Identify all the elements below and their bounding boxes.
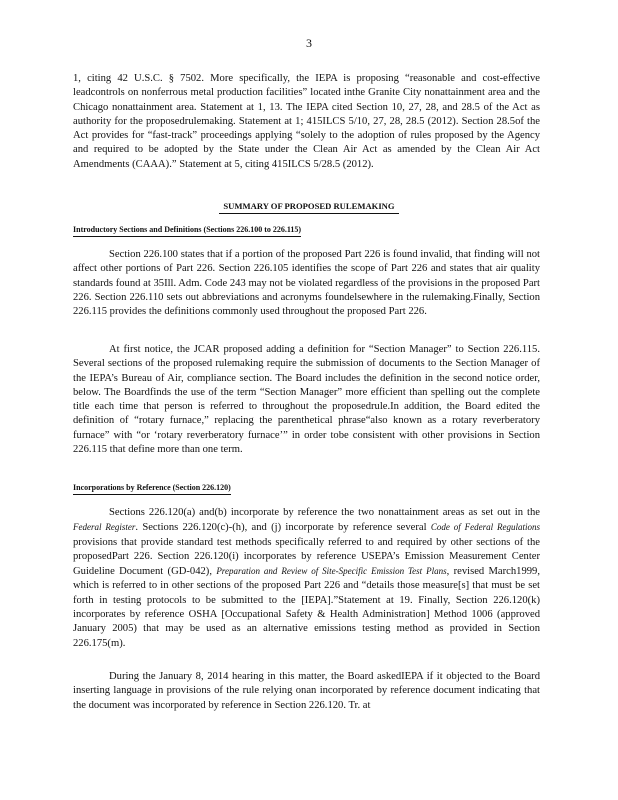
subheading-incorporations-by-reference-text: Incorporations by Reference (Section 226.120) (73, 483, 231, 495)
text-run: Sections 226.120(a) and(b) incorporate by reference the two nonattainment areas as set out in the (109, 507, 540, 518)
subheading-incorporations-by-reference (73, 483, 231, 492)
italic-federal-register: Federal Register (73, 522, 136, 533)
text-run: . Sections 226.120(c)-(h), and (j) incorporate by reference several (135, 522, 427, 534)
text-run: , revised March1999, which is referred to in other sections of the proposed Part 226 and “details those measure[s] that must be set forth in testing protocols to be submitted to the [IEPA].”Statement at 19. Finally, Section 226.120(k) incorporates by reference OSHA [Occupational Safety & Health Administration] Method 1006 (approved January 2005) that may be used as an alternative emissions testing method as provided in Section 226.175(m). (73, 566, 541, 649)
italic-cfr: Code of Federal Regulations (430, 522, 541, 533)
page-number: 3 (306, 36, 312, 50)
paragraph-sections-226-100-115: Section 226.100 states that if a portion of the proposed Part 226 is found invalid, that finding will not affect other portions of Part 226. Section 226.105 identifies the scope of Part 226 and states that air quality standards found at 35Ill. Adm. Code 243 may not be violated regardless of the provisions in the proposed Part 226. Section 226.110 sets out abbreviations and acronyms foundelsewhere in the rulemaking.Finally, Section 226.115 provides the definitions commonly used throughout the proposed Part 226. (73, 249, 540, 318)
italic-guideline-title: Preparation and Review of Site-Specific Emission Test Plans (216, 566, 447, 577)
paragraph-statutory-authority: 1, citing 42 U.S.C. § 7502. More specifically, the IEPA is proposing “reasonable and cost-effective leadcontrols on nonferrous metal production facilities” located inthe Granite City nonattainment area and the Chicago nonattainment area. Statement at 1, 13. The IEPA cited Section 10, 27, 28, and 28.5 of the Act as authority for the proposedrulemaking. Statement at 1; 415ILCS 5/10, 27, 28, 28.5 (2012). Section 28.5of the Act provides for “fast-track” proceedings applying “solely to the adoption of rules proposed by the Agency and required to be adopted by the State under the Clean Air Act as amended by the Clean Air Act Amendments (CAAA).” Statement at 5, citing 415ILCS 5/28.5 (2012). (73, 73, 540, 170)
paragraph-january-hearing: During the January 8, 2014 hearing in this matter, the Board askedIEPA if it objected to the Board inserting language in provisions of the rule relying onan incorporated by reference document indicating that the document was incorporated by reference in Section 226.120. Tr. at (73, 671, 540, 711)
summary-heading (0, 201, 618, 211)
text-run: provisions that provide standard test methods specifically referred to and required by other sections of the proposedPart 226. Section 226.120(i) incorporates by reference USEPA’s Emission Measurement Center Guideline Document (GD-042), (73, 536, 540, 578)
paragraph-section-226-120 (73, 506, 540, 651)
paragraph-jcar-definition: At first notice, the JCAR proposed adding a definition for “Section Manager” to Section 226.115. Several sections of the proposed rulemaking require the submission of documents to the Section Manager of the IEPA’s Bureau of Air, compliance section. The Board includes the definition in the second notice order, below. The Boardfinds the use of the term “Section Manager” more efficient than spelling out the complete title each time that person is referred to throughout the proposedrule.In addition, the Board edited the definition of “rotary furnace,” replacing the parenthetical phrase“also known as a rotary reverberatory furnace” with “or ‘rotary reverberatory furnace’” in order tobe consistent with other provisions in Section 226.115 that define more than one term. (73, 344, 540, 456)
summary-heading-text: SUMMARY OF PROPOSED RULEMAKING (219, 201, 398, 214)
subheading-introductory-sections (73, 225, 301, 234)
subheading-introductory-sections-text: Introductory Sections and Definitions (Sections 226.100 to 226.115) (73, 225, 301, 237)
